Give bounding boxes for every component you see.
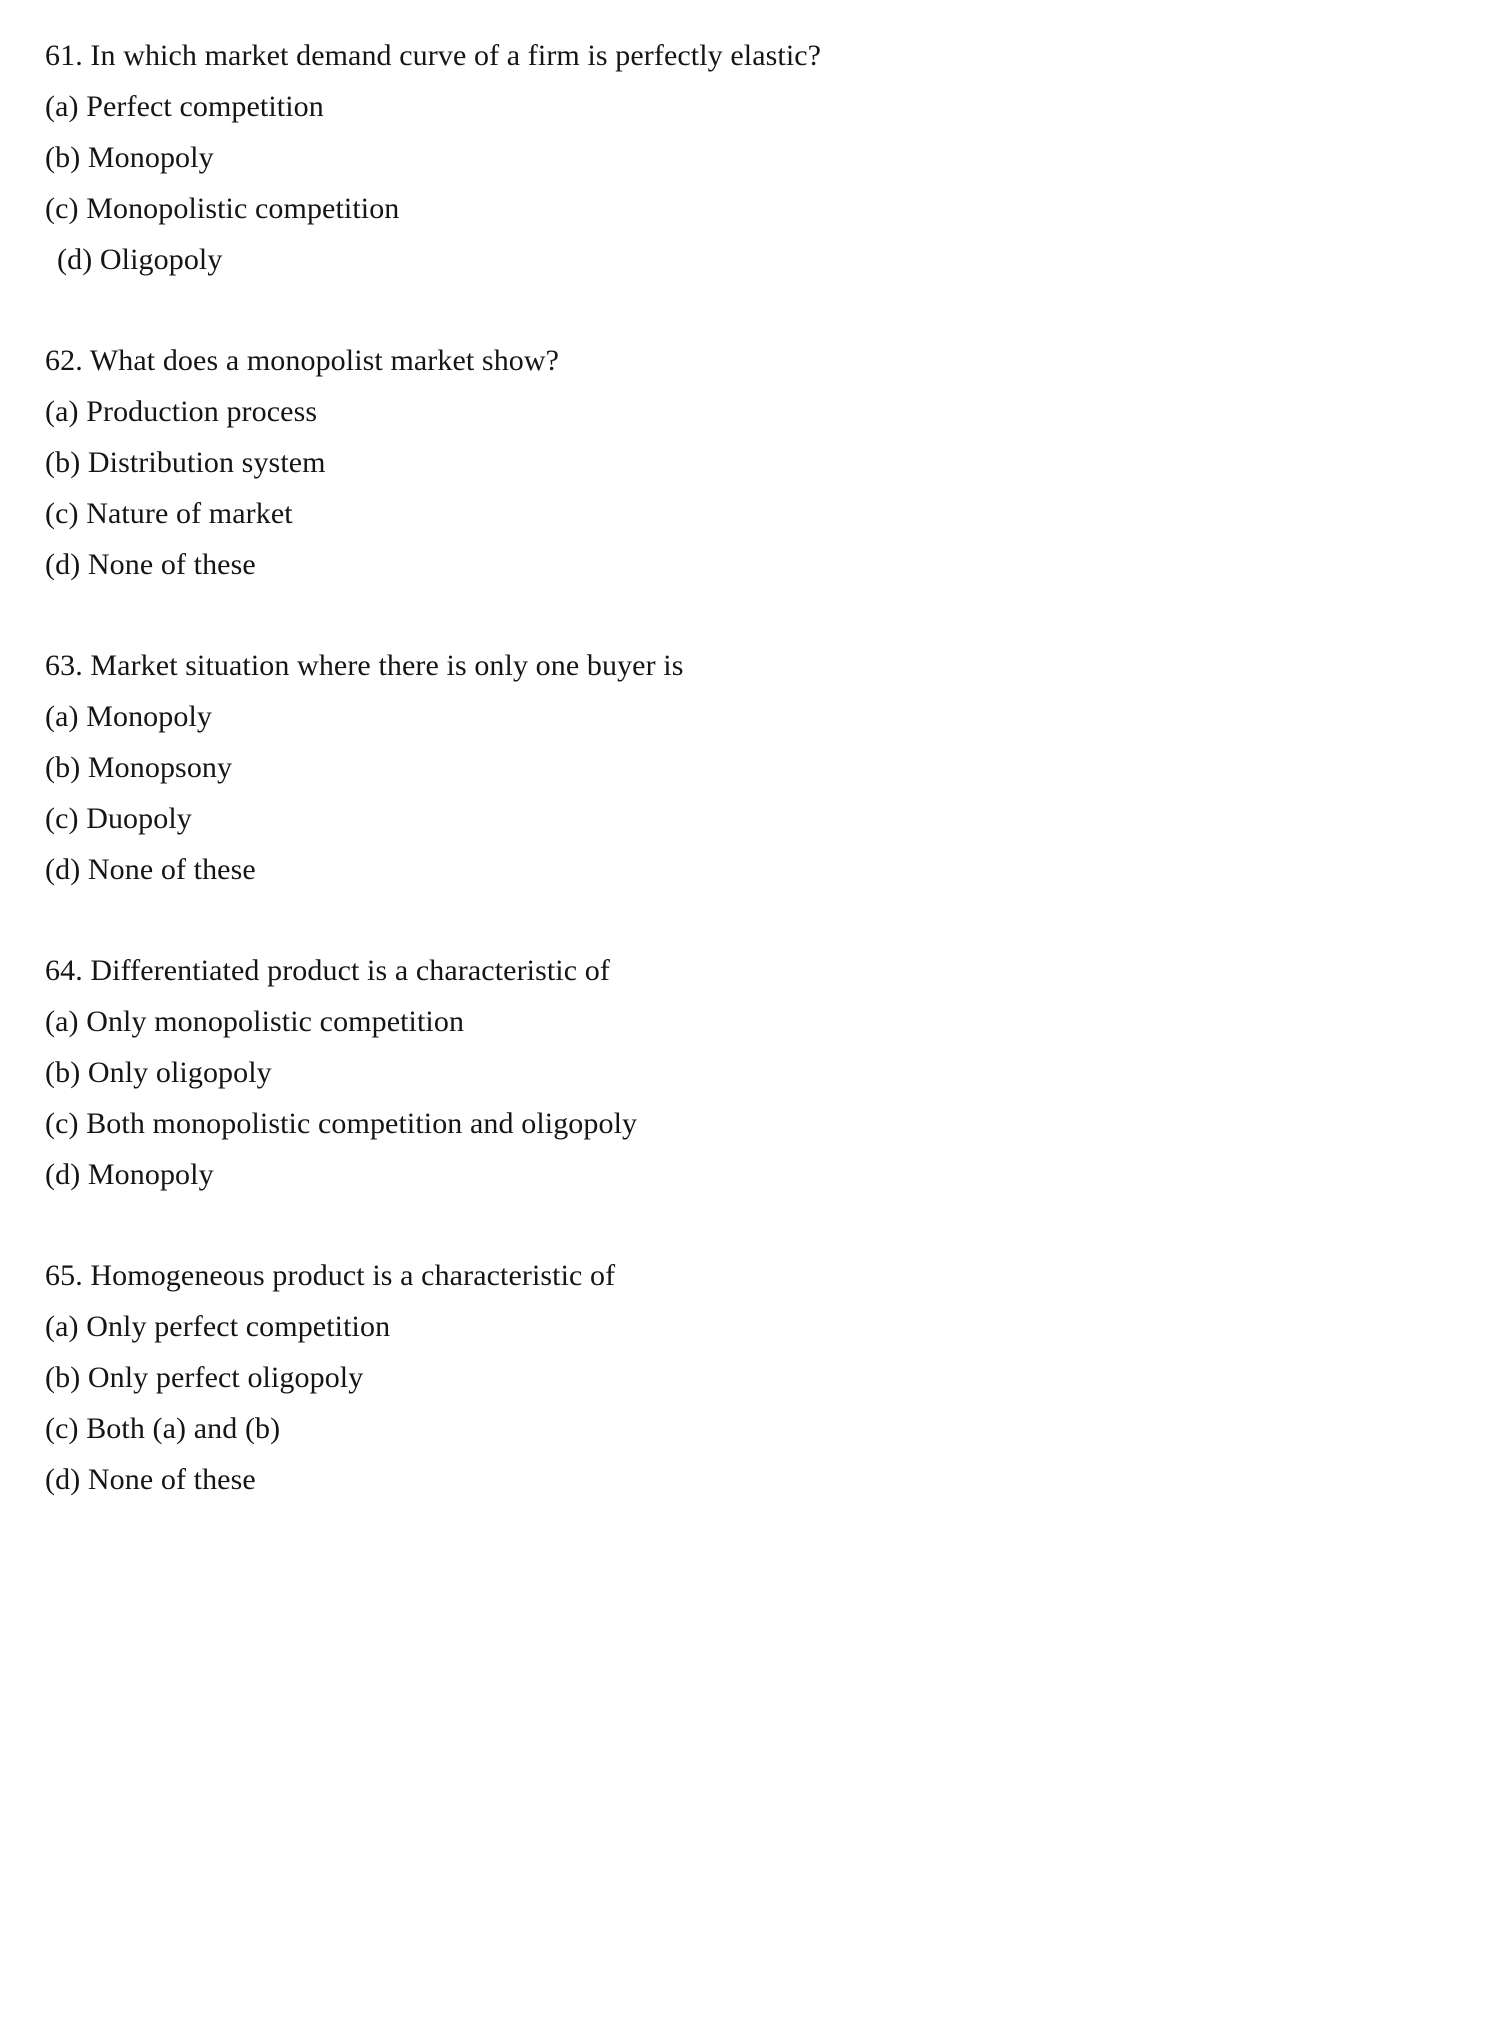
option-item[interactable]: (c) Monopolistic competition (45, 192, 400, 225)
question-block-61 (45, 30, 1465, 285)
question-block-64 (45, 945, 1465, 1200)
option-item[interactable]: (c) Nature of market (45, 497, 293, 530)
option-item[interactable]: (b) Only perfect oligopoly (45, 1361, 364, 1394)
question-block-63 (45, 640, 1465, 895)
question-text: 65. Homogeneous product is a characteristic of (45, 1259, 616, 1292)
option-item[interactable]: (d) None of these (45, 853, 256, 886)
option-item[interactable]: (a) Perfect competition (45, 90, 324, 123)
option-item[interactable]: (a) Only monopolistic competition (45, 1005, 465, 1038)
option-item[interactable]: (a) Production process (45, 395, 318, 428)
option-item[interactable]: (c) Duopoly (45, 802, 192, 835)
option-item[interactable]: (a) Monopoly (45, 700, 213, 733)
option-item[interactable]: (b) Distribution system (45, 446, 326, 479)
option-item[interactable]: (c) Both (a) and (b) (45, 1412, 281, 1445)
option-item[interactable]: (a) Only perfect competition (45, 1310, 391, 1343)
option-item[interactable]: (d) None of these (45, 548, 256, 581)
option-item[interactable]: (d) None of these (45, 1463, 256, 1496)
question-block-65 (45, 1250, 1465, 1505)
option-item[interactable]: (b) Only oligopoly (45, 1056, 272, 1089)
question-text: 61. In which market demand curve of a firm is perfectly elastic? (45, 39, 822, 72)
option-item[interactable]: (b) Monopsony (45, 751, 233, 784)
option-item[interactable]: (d) Monopoly (45, 1158, 214, 1191)
option-item[interactable]: (b) Monopoly (45, 141, 214, 174)
question-text: 62. What does a monopolist market show? (45, 344, 560, 377)
option-item[interactable]: (d) Oligopoly (57, 243, 223, 276)
question-text: 64. Differentiated product is a characteristic of (45, 954, 610, 987)
option-item[interactable]: (c) Both monopolistic competition and oligopoly (45, 1107, 638, 1140)
question-block-62 (45, 335, 1465, 590)
question-text: 63. Market situation where there is only one buyer is (45, 649, 684, 682)
